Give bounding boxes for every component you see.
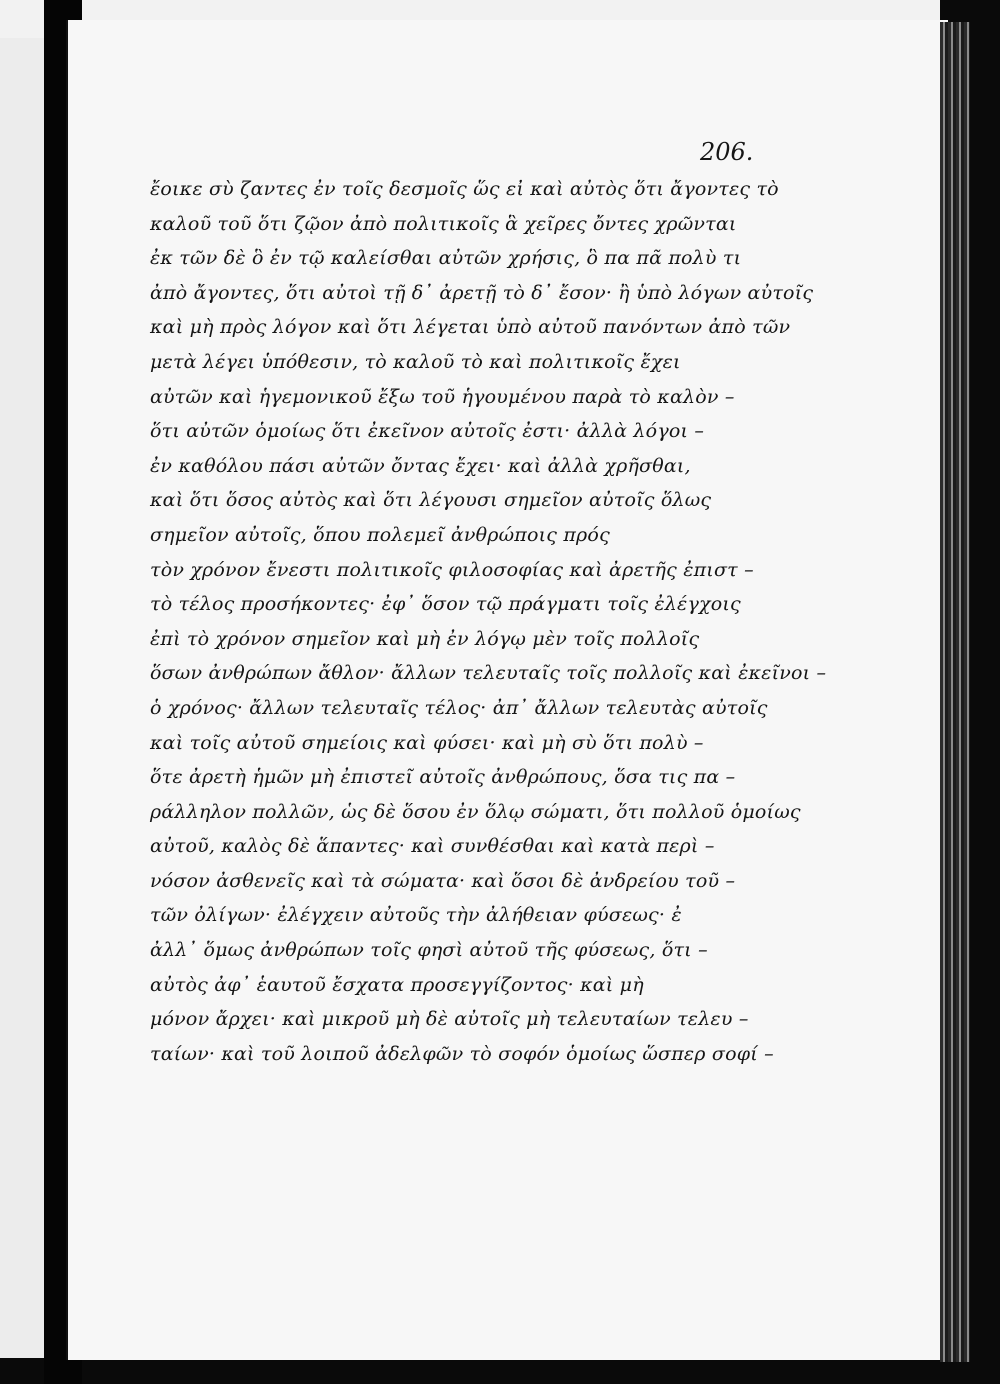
manuscript-line: ἀλλ᾽ ὅμως ἀνθρώπων τοῖς φησὶ αὐτοῦ τῆς φύσεως, ὅτι – [150, 939, 708, 962]
manuscript-line: καὶ ὅτι ὅσος αὐτὸς καὶ ὅτι λέγουσι σημεῖον αὐτοῖς ὅλως [150, 489, 712, 512]
manuscript-line: ὅσων ἀνθρώπων ἄθλον· ἄλλων τελευταῖς τοῖς πολλοῖς καὶ ἐκεῖνοι – [150, 662, 827, 685]
scan-border [970, 0, 1000, 1384]
manuscript-line: ὅτι αὐτῶν ὁμοίως ὅτι ἐκεῖνον αὐτοῖς ἐστι· ἀλλὰ λόγοι – [150, 420, 705, 443]
manuscript-line: αὐτὸς ἀφ᾽ ἑαυτοῦ ἔσχατα προσεγγίζοντος· καὶ μὴ [150, 973, 644, 996]
manuscript-line: αὐτοῦ, καλὸς δὲ ἅπαντες· καὶ συνθέσθαι καὶ κατὰ περὶ – [150, 835, 715, 858]
manuscript-line: καὶ μὴ πρὸς λόγον καὶ ὅτι λέγεται ὑπὸ αὐτοῦ πανόντων ἀπὸ τῶν [150, 316, 791, 339]
manuscript-line: μετὰ λέγει ὑπόθεσιν, τὸ καλοῦ τὸ καὶ πολιτικοῖς ἔχει [150, 350, 681, 373]
folio-number: 206. [700, 138, 754, 166]
handwritten-text-block [150, 172, 827, 1071]
manuscript-line: καλοῦ τοῦ ὅτι ζῷον ἀπὸ πολιτικοῖς ἃ χεῖρες ὄντες χρῶνται [150, 212, 737, 235]
manuscript-line: τὸ τέλος προσήκοντες· ἐφ᾽ ὅσον τῷ πράγματι τοῖς ἐλέγχοις [150, 593, 741, 616]
manuscript-line: ὅτε ἀρετὴ ἡμῶν μὴ ἐπιστεῖ αὐτοῖς ἀνθρώπους, ὅσα τις πα – [150, 766, 736, 789]
manuscript-line: ἀπὸ ἄγοντες, ὅτι αὐτοὶ τῇ δ᾽ ἀρετῇ τὸ δ᾽ ἔσον· ἢ ὑπὸ λόγων αὐτοῖς [150, 281, 814, 304]
manuscript-line: αὐτῶν καὶ ἡγεμονικοῦ ἔξω τοῦ ἡγουμένου παρὰ τὸ καλὸν – [150, 385, 735, 408]
manuscript-line: ὁ χρόνος· ἄλλων τελευταῖς τέλος· ἀπ᾽ ἄλλων τελευτὰς αὐτοῖς [150, 696, 768, 719]
manuscript-line: νόσον ἀσθενεῖς καὶ τὰ σώματα· καὶ ὅσοι δὲ ἀνδρείου τοῦ – [150, 869, 736, 892]
manuscript-line: σημεῖον αὐτοῖς, ὅπου πολεμεῖ ἀνθρώποις πρός [150, 523, 610, 546]
manuscript-line: ἔοικε σὺ ζαντες ἐν τοῖς δεσμοῖς ὥς εἰ καὶ αὐτὸς ὅτι ἄγοντες τὸ [150, 178, 779, 200]
manuscript-line: καὶ τοῖς αὐτοῦ σημείοις καὶ φύσει· καὶ μὴ σὺ ὅτι πολὺ – [150, 731, 704, 754]
manuscript-line: ταίων· καὶ τοῦ λοιποῦ ἀδελφῶν τὸ σοφόν ὁμοίως ὥσπερ σοφί – [150, 1042, 774, 1065]
manuscript-line: ἐν καθόλου πάσι αὐτῶν ὄντας ἔχει· καὶ ἀλλὰ χρῆσθαι, [150, 454, 691, 477]
manuscript-line: μόνον ἄρχει· καὶ μικροῦ μὴ δὲ αὐτοῖς μὴ τελευταίων τελευ – [150, 1008, 749, 1031]
manuscript-line: ράλληλον πολλῶν, ὡς δὲ ὅσου ἐν ὅλῳ σώματι, ὅτι πολλοῦ ὁμοίως [150, 800, 801, 823]
manuscript-line: ἐκ τῶν δὲ ὃ ἐν τῷ καλείσθαι αὐτῶν χρήσις, ὃ πα πᾶ πολὺ τι [150, 247, 742, 270]
manuscript-line: τὸν χρόνον ἔνεστι πολιτικοῖς φιλοσοφίας καὶ ἀρετῆς ἐπιστ – [150, 558, 754, 581]
stacked-page-edges [940, 22, 970, 1362]
manuscript-line: ἐπὶ τὸ χρόνον σημεῖον καὶ μὴ ἐν λόγῳ μὲν τοῖς πολλοῖς [150, 627, 700, 650]
manuscript-line: τῶν ὀλίγων· ἐλέγχειν αὐτοῦς τὴν ἀλήθειαν φύσεως· ἐ [150, 904, 682, 927]
